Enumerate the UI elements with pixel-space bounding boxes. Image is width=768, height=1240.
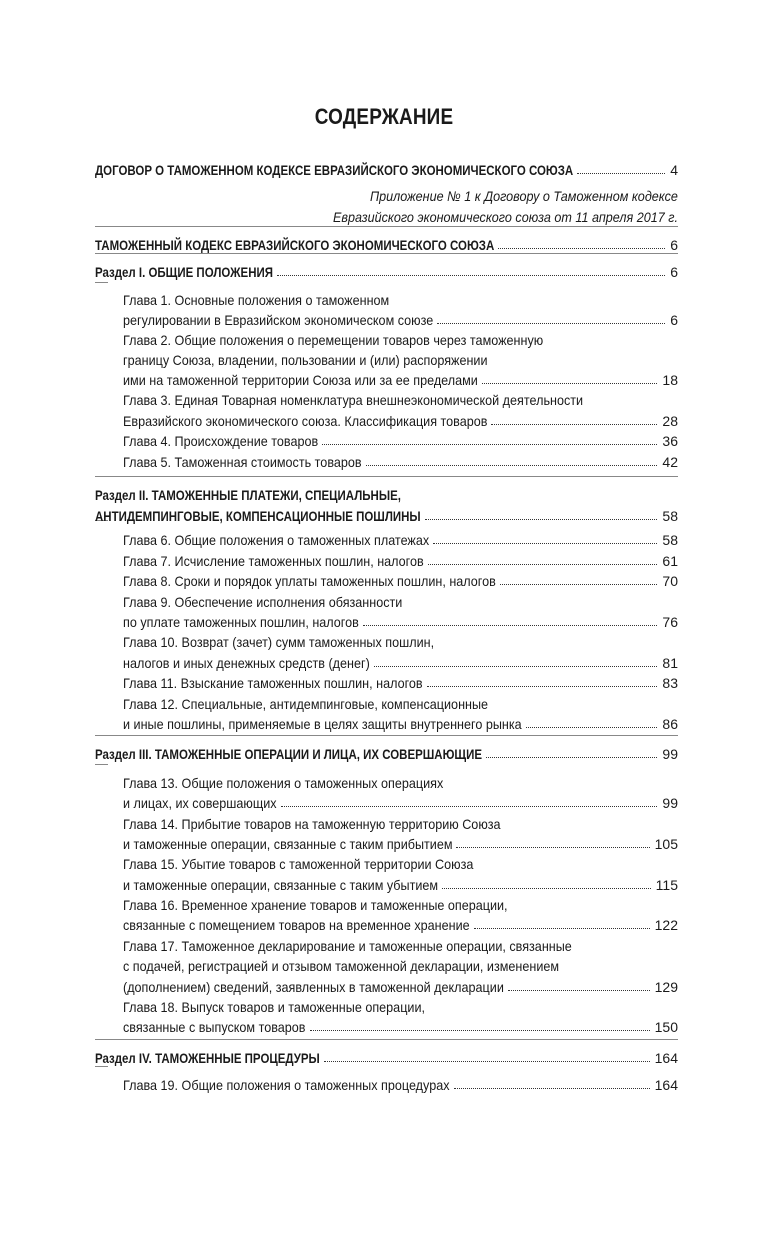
toc-entry-title: границу Союза, владении, пользовании и (или) распоряжении <box>123 352 488 368</box>
toc-page-number: 36 <box>662 433 678 449</box>
toc-page-number: 18 <box>662 372 678 388</box>
toc-entry-title: Глава 5. Таможенная стоимость товаров <box>123 454 362 470</box>
toc-page-number: 99 <box>662 795 678 811</box>
toc-page-number: 86 <box>662 716 678 732</box>
dot-leader <box>454 1088 650 1089</box>
toc-entry-title: Приложение № 1 к Договору о Таможенном кодексе <box>370 188 678 204</box>
dot-leader <box>437 323 665 324</box>
toc-entry-title: (дополнением) сведений, заявленных в таможенной декларации <box>123 979 504 995</box>
toc-entry-title: Евразийского экономического союза от 11 апреля 2017 г. <box>333 209 678 225</box>
dot-leader <box>324 1061 650 1062</box>
toc-entry-title: ТАМОЖЕННЫЙ КОДЕКС ЕВРАЗИЙСКОГО ЭКОНОМИЧЕСКОГО СОЮЗА <box>95 237 495 253</box>
toc-page-number: 4 <box>670 162 678 178</box>
toc-entry-title: связанные с помещением товаров на временное хранение <box>123 917 470 933</box>
toc-entry-title: Раздел II. ТАМОЖЕННЫЕ ПЛАТЕЖИ, СПЕЦИАЛЬНЫЕ, <box>95 487 401 503</box>
toc-entry-title: Глава 3. Единая Товарная номенклатура внешнеэкономической деятельности <box>123 392 584 408</box>
toc-entry-title: Глава 18. Выпуск товаров и таможенные операции, <box>123 999 425 1015</box>
toc-entry-title: и таможенные операции, связанные с таким убытием <box>123 877 439 893</box>
toc-entry-title: по уплате таможенных пошлин, налогов <box>123 614 359 630</box>
toc-entry-title: налогов и иных денежных средств (денег) <box>123 655 370 671</box>
toc-page-number: 99 <box>662 746 678 762</box>
dot-leader <box>374 666 658 667</box>
toc-entry-title: Глава 1. Основные положения о таможенном <box>123 292 390 308</box>
dot-leader <box>425 519 658 520</box>
toc-entry-title: и иные пошлины, применяемые в целях защиты внутреннего рынка <box>123 716 522 732</box>
toc-entry-title: Глава 16. Временное хранение товаров и таможенные операции, <box>123 897 508 913</box>
toc-entry-title: Глава 13. Общие положения о таможенных операциях <box>123 775 444 791</box>
separator-line <box>95 735 678 736</box>
toc-entry-title: Глава 7. Исчисление таможенных пошлин, налогов <box>123 553 424 569</box>
toc-entry-title: с подачей, регистрацией и отзывом таможенной декларации, изменением <box>123 958 560 974</box>
toc-entry-title: Евразийского экономического союза. Классификация товаров <box>123 413 488 429</box>
dot-leader <box>427 686 658 687</box>
dot-leader <box>442 888 651 889</box>
toc-page-number: 164 <box>654 1077 678 1093</box>
toc-page-number: 115 <box>655 877 678 893</box>
toc-entry-title: Раздел I. ОБЩИЕ ПОЛОЖЕНИЯ <box>95 264 273 280</box>
dot-leader <box>482 383 658 384</box>
dot-leader <box>498 248 665 249</box>
toc-entry-title: Глава 14. Прибытие товаров на таможенную территорию Союза <box>123 816 501 832</box>
toc-entry-title: АНТИДЕМПИНГОВЫЕ, КОМПЕНСАЦИОННЫЕ ПОШЛИНЫ <box>95 508 421 524</box>
toc-entry-title: Глава 6. Общие положения о таможенных платежах <box>123 532 430 548</box>
toc-entry-title: Глава 19. Общие положения о таможенных процедурах <box>123 1077 450 1093</box>
dot-leader <box>281 806 658 807</box>
dot-leader <box>526 727 658 728</box>
toc-entry-title: и лицах, их совершающих <box>123 795 277 811</box>
dot-leader <box>474 928 650 929</box>
toc-page-number: 61 <box>662 553 678 569</box>
toc-page-number: 42 <box>662 454 678 470</box>
toc-page-number: 81 <box>662 655 678 671</box>
dot-leader <box>428 564 658 565</box>
toc-page-number: 58 <box>662 508 678 524</box>
toc-page-number: 58 <box>662 532 678 548</box>
page-title: СОДЕРЖАНИЕ <box>314 104 454 129</box>
dot-leader <box>363 625 658 626</box>
toc-entry-title: Раздел IV. ТАМОЖЕННЫЕ ПРОЦЕДУРЫ <box>95 1050 320 1066</box>
toc-entry-title: Глава 15. Убытие товаров с таможенной территории Союза <box>123 856 474 872</box>
toc-entry-title: ими на таможенной территории Союза или за ее пределами <box>123 372 478 388</box>
dot-leader <box>577 173 665 174</box>
toc-page-number: 150 <box>654 1019 678 1035</box>
dot-leader <box>456 847 649 848</box>
toc-entry-title: Глава 9. Обеспечение исполнения обязанности <box>123 594 403 610</box>
toc-page-number: 122 <box>654 917 678 933</box>
toc-page-number: 6 <box>670 312 678 328</box>
toc-entry-title: Глава 17. Таможенное декларирование и таможенные операции, связанные <box>123 938 572 954</box>
dot-leader <box>433 543 657 544</box>
toc-entry-title: Глава 10. Возврат (зачет) сумм таможенных пошлин, <box>123 634 435 650</box>
separator-line <box>95 764 108 765</box>
toc-entry-title: Раздел III. ТАМОЖЕННЫЕ ОПЕРАЦИИ И ЛИЦА, ИХ СОВЕРШАЮЩИЕ <box>95 746 483 762</box>
toc-page-number: 6 <box>670 237 678 253</box>
toc-entry-title: регулировании в Евразийском экономическом союзе <box>123 312 434 328</box>
toc-page-number: 105 <box>654 836 678 852</box>
separator-line <box>95 476 678 477</box>
toc-page-number: 129 <box>654 979 678 995</box>
toc-page-number: 6 <box>670 264 678 280</box>
dot-leader <box>508 990 650 991</box>
toc-entry-title: Глава 11. Взыскание таможенных пошлин, налогов <box>123 675 423 691</box>
toc-entry-title: Глава 8. Сроки и порядок уплаты таможенных пошлин, налогов <box>123 573 496 589</box>
dot-leader <box>310 1030 650 1031</box>
toc-page-number: 70 <box>662 573 678 589</box>
toc-page-number: 164 <box>654 1050 678 1066</box>
toc-entry-title: связанные с выпуском товаров <box>123 1019 306 1035</box>
dot-leader <box>486 757 657 758</box>
dot-leader <box>277 275 665 276</box>
toc-entry-title: и таможенные операции, связанные с таким прибытием <box>123 836 453 852</box>
toc-page-number: 76 <box>662 614 678 630</box>
dot-leader <box>500 584 658 585</box>
separator-line <box>95 282 108 283</box>
toc-page-number: 28 <box>662 413 678 429</box>
dot-leader <box>322 444 657 445</box>
separator-line <box>95 1039 678 1040</box>
toc-page-number: 83 <box>662 675 678 691</box>
dot-leader <box>366 465 658 466</box>
toc-entry-title: Глава 2. Общие положения о перемещении товаров через таможенную <box>123 332 544 348</box>
toc-entry-title: ДОГОВОР О ТАМОЖЕННОМ КОДЕКСЕ ЕВРАЗИЙСКОГО ЭКОНОМИЧЕСКОГО СОЮЗА <box>95 162 574 178</box>
toc-entry-title: Глава 4. Происхождение товаров <box>123 433 319 449</box>
dot-leader <box>491 424 657 425</box>
toc-entry-title: Глава 12. Специальные, антидемпинговые, компенсационные <box>123 696 489 712</box>
